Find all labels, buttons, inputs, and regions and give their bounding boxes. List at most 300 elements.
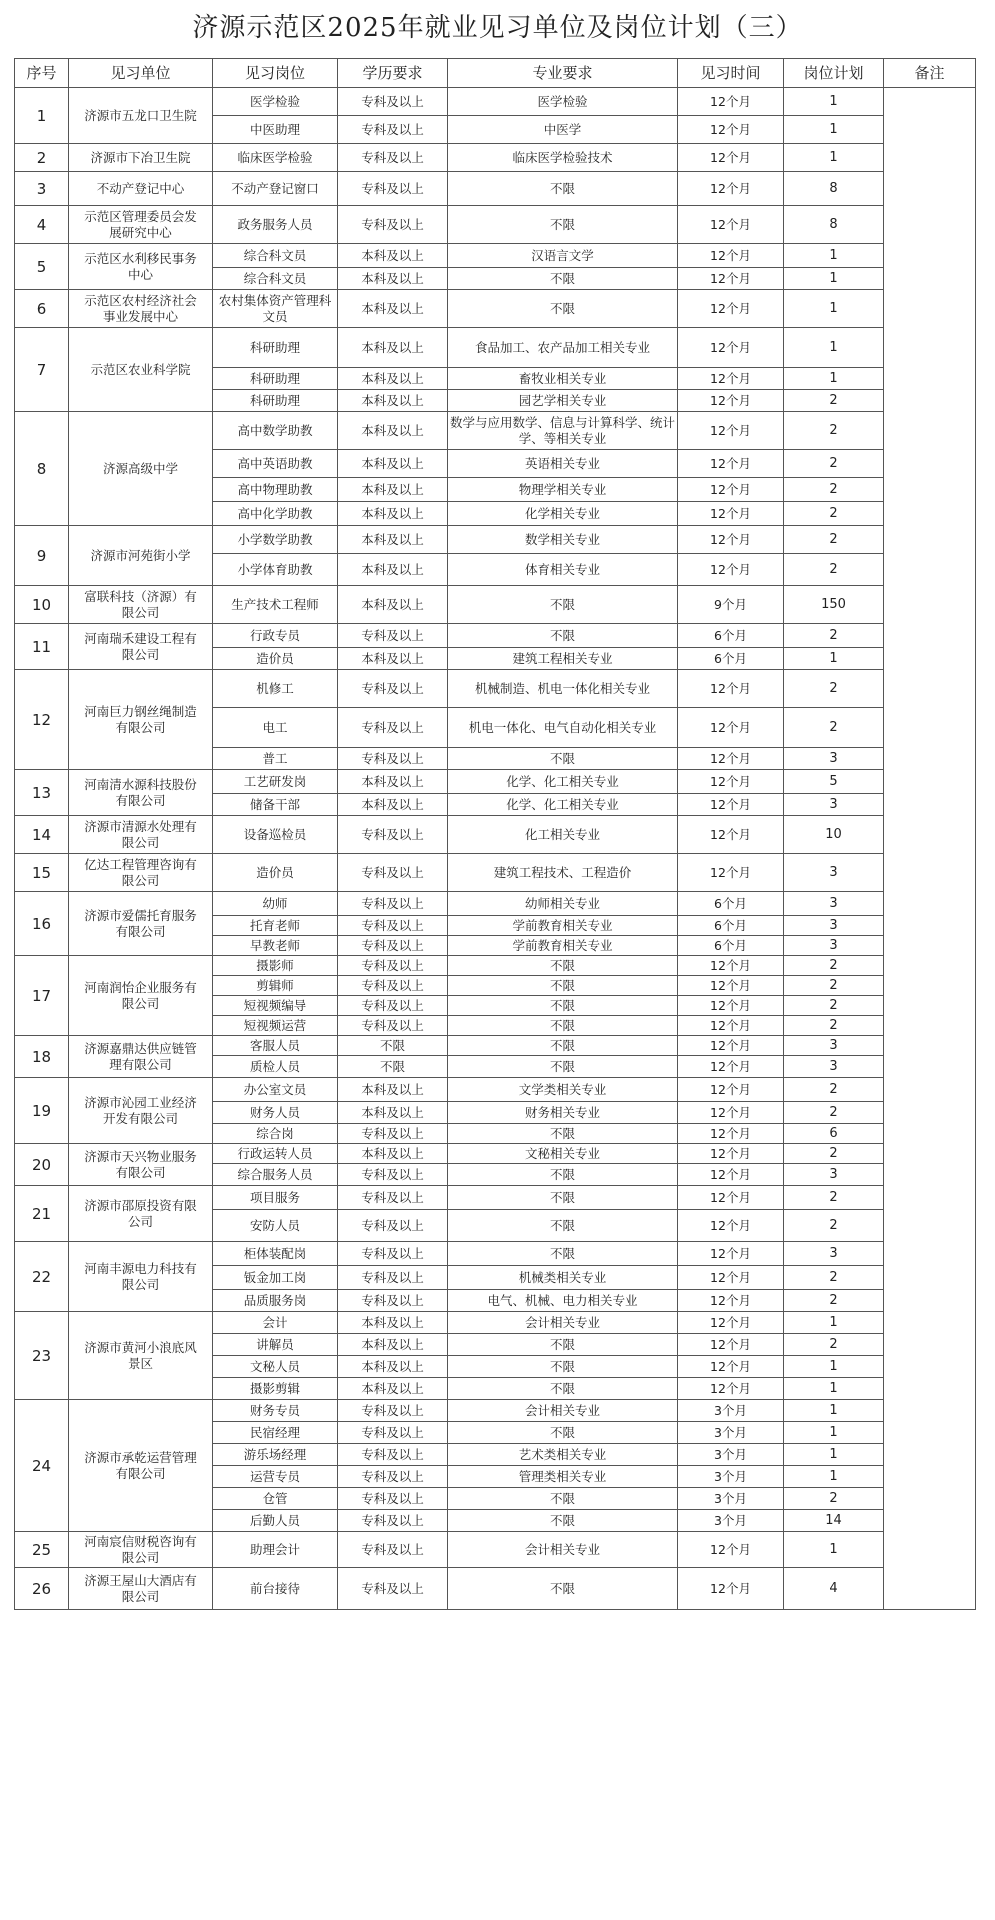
position-cell: 综合岗 bbox=[213, 1124, 338, 1144]
duration-cell: 12个月 bbox=[678, 1124, 784, 1144]
position-cell: 讲解员 bbox=[213, 1334, 338, 1356]
row-number: 17 bbox=[15, 956, 69, 1036]
education-cell: 本科及以上 bbox=[338, 1144, 448, 1164]
duration-cell: 12个月 bbox=[678, 554, 784, 586]
position-cell: 托育老师 bbox=[213, 916, 338, 936]
position-cell: 助理会计 bbox=[213, 1532, 338, 1568]
position-cell: 政务服务人员 bbox=[213, 206, 338, 244]
plan-cell: 2 bbox=[784, 1016, 884, 1036]
duration-cell: 12个月 bbox=[678, 1016, 784, 1036]
major-cell: 会计相关专业 bbox=[448, 1532, 678, 1568]
education-cell: 专科及以上 bbox=[338, 670, 448, 708]
duration-cell: 12个月 bbox=[678, 1056, 784, 1078]
education-cell: 专科及以上 bbox=[338, 1186, 448, 1210]
row-number: 24 bbox=[15, 1400, 69, 1532]
major-cell: 不限 bbox=[448, 1510, 678, 1532]
row-number: 8 bbox=[15, 412, 69, 526]
duration-cell: 12个月 bbox=[678, 172, 784, 206]
position-cell: 会计 bbox=[213, 1312, 338, 1334]
plan-cell: 1 bbox=[784, 328, 884, 368]
education-cell: 本科及以上 bbox=[338, 1102, 448, 1124]
table-row bbox=[15, 670, 976, 708]
header-unit: 见习单位 bbox=[69, 59, 213, 88]
education-cell: 专科及以上 bbox=[338, 1210, 448, 1242]
major-cell: 物理学相关专业 bbox=[448, 478, 678, 502]
row-number: 23 bbox=[15, 1312, 69, 1400]
education-cell: 专科及以上 bbox=[338, 1164, 448, 1186]
row-number: 26 bbox=[15, 1568, 69, 1610]
education-cell: 专科及以上 bbox=[338, 1290, 448, 1312]
row-number: 5 bbox=[15, 244, 69, 290]
position-cell: 电工 bbox=[213, 708, 338, 748]
position-cell: 高中物理助教 bbox=[213, 478, 338, 502]
plan-cell: 2 bbox=[784, 1186, 884, 1210]
duration-cell: 12个月 bbox=[678, 1210, 784, 1242]
row-number: 4 bbox=[15, 206, 69, 244]
header-remark: 备注 bbox=[884, 59, 976, 88]
major-cell: 电气、机械、电力相关专业 bbox=[448, 1290, 678, 1312]
unit-name: 示范区农业科学院 bbox=[69, 328, 213, 412]
duration-cell: 12个月 bbox=[678, 478, 784, 502]
major-cell: 不限 bbox=[448, 290, 678, 328]
duration-cell: 12个月 bbox=[678, 1242, 784, 1266]
plan-cell: 5 bbox=[784, 770, 884, 794]
plan-cell: 2 bbox=[784, 708, 884, 748]
major-cell: 临床医学检验技术 bbox=[448, 144, 678, 172]
education-cell: 专科及以上 bbox=[338, 892, 448, 916]
table-row bbox=[15, 1400, 976, 1422]
major-cell: 文学类相关专业 bbox=[448, 1078, 678, 1102]
table-row bbox=[15, 1144, 976, 1164]
plan-cell: 3 bbox=[784, 936, 884, 956]
table-row bbox=[15, 854, 976, 892]
unit-name: 河南丰源电力科技有限公司 bbox=[69, 1242, 213, 1312]
education-cell: 本科及以上 bbox=[338, 290, 448, 328]
major-cell: 不限 bbox=[448, 1056, 678, 1078]
education-cell: 专科及以上 bbox=[338, 1532, 448, 1568]
duration-cell: 12个月 bbox=[678, 854, 784, 892]
row-number: 19 bbox=[15, 1078, 69, 1144]
education-cell: 专科及以上 bbox=[338, 1266, 448, 1290]
unit-name: 富联科技（济源）有限公司 bbox=[69, 586, 213, 624]
row-number: 25 bbox=[15, 1532, 69, 1568]
unit-name: 不动产登记中心 bbox=[69, 172, 213, 206]
table-row bbox=[15, 526, 976, 554]
header-duration: 见习时间 bbox=[678, 59, 784, 88]
duration-cell: 12个月 bbox=[678, 290, 784, 328]
education-cell: 本科及以上 bbox=[338, 450, 448, 478]
position-cell: 农村集体资产管理科文员 bbox=[213, 290, 338, 328]
major-cell: 化学、化工相关专业 bbox=[448, 770, 678, 794]
duration-cell: 9个月 bbox=[678, 586, 784, 624]
plan-cell: 1 bbox=[784, 1378, 884, 1400]
duration-cell: 12个月 bbox=[678, 1356, 784, 1378]
position-cell: 小学数学助教 bbox=[213, 526, 338, 554]
plan-cell: 3 bbox=[784, 1056, 884, 1078]
position-cell: 办公室文员 bbox=[213, 1078, 338, 1102]
major-cell: 会计相关专业 bbox=[448, 1400, 678, 1422]
position-cell: 综合科文员 bbox=[213, 268, 338, 290]
plan-cell: 3 bbox=[784, 1036, 884, 1056]
major-cell: 不限 bbox=[448, 748, 678, 770]
position-cell: 运营专员 bbox=[213, 1466, 338, 1488]
plan-cell: 1 bbox=[784, 648, 884, 670]
unit-name: 济源市邵原投资有限公司 bbox=[69, 1186, 213, 1242]
education-cell: 专科及以上 bbox=[338, 1400, 448, 1422]
position-cell: 高中化学助教 bbox=[213, 502, 338, 526]
education-cell: 本科及以上 bbox=[338, 1078, 448, 1102]
position-cell: 中医助理 bbox=[213, 116, 338, 144]
position-cell: 游乐场经理 bbox=[213, 1444, 338, 1466]
education-cell: 专科及以上 bbox=[338, 708, 448, 748]
major-cell: 学前教育相关专业 bbox=[448, 916, 678, 936]
education-cell: 本科及以上 bbox=[338, 368, 448, 390]
major-cell: 不限 bbox=[448, 1568, 678, 1610]
duration-cell: 12个月 bbox=[678, 88, 784, 116]
education-cell: 专科及以上 bbox=[338, 996, 448, 1016]
duration-cell: 12个月 bbox=[678, 794, 784, 816]
duration-cell: 12个月 bbox=[678, 708, 784, 748]
plan-cell: 2 bbox=[784, 1102, 884, 1124]
education-cell: 专科及以上 bbox=[338, 206, 448, 244]
position-cell: 高中数学助教 bbox=[213, 412, 338, 450]
header-no: 序号 bbox=[15, 59, 69, 88]
page-title: 济源示范区2025年就业见习单位及岗位计划（三） bbox=[192, 13, 803, 43]
duration-cell: 6个月 bbox=[678, 624, 784, 648]
plan-cell: 2 bbox=[784, 526, 884, 554]
plan-cell: 1 bbox=[784, 244, 884, 268]
plan-cell: 1 bbox=[784, 1312, 884, 1334]
position-cell: 财务人员 bbox=[213, 1102, 338, 1124]
education-cell: 本科及以上 bbox=[338, 502, 448, 526]
duration-cell: 3个月 bbox=[678, 1488, 784, 1510]
plan-cell: 3 bbox=[784, 1164, 884, 1186]
major-cell: 数学相关专业 bbox=[448, 526, 678, 554]
position-cell: 民宿经理 bbox=[213, 1422, 338, 1444]
plan-cell: 1 bbox=[784, 1400, 884, 1422]
position-cell: 不动产登记窗口 bbox=[213, 172, 338, 206]
table-row bbox=[15, 816, 976, 854]
table-row bbox=[15, 290, 976, 328]
duration-cell: 12个月 bbox=[678, 502, 784, 526]
duration-cell: 12个月 bbox=[678, 748, 784, 770]
unit-name: 济源高级中学 bbox=[69, 412, 213, 526]
education-cell: 本科及以上 bbox=[338, 1334, 448, 1356]
plan-cell: 3 bbox=[784, 1242, 884, 1266]
position-cell: 短视频编导 bbox=[213, 996, 338, 1016]
row-number: 18 bbox=[15, 1036, 69, 1078]
position-cell: 摄影剪辑 bbox=[213, 1378, 338, 1400]
table-row bbox=[15, 1242, 976, 1266]
plan-cell: 6 bbox=[784, 1124, 884, 1144]
plan-cell: 2 bbox=[784, 412, 884, 450]
duration-cell: 12个月 bbox=[678, 328, 784, 368]
duration-cell: 3个月 bbox=[678, 1466, 784, 1488]
row-number: 10 bbox=[15, 586, 69, 624]
duration-cell: 12个月 bbox=[678, 116, 784, 144]
education-cell: 专科及以上 bbox=[338, 854, 448, 892]
plan-cell: 14 bbox=[784, 1510, 884, 1532]
position-cell: 幼师 bbox=[213, 892, 338, 916]
unit-name: 河南润怡企业服务有限公司 bbox=[69, 956, 213, 1036]
education-cell: 专科及以上 bbox=[338, 1242, 448, 1266]
position-cell: 综合科文员 bbox=[213, 244, 338, 268]
duration-cell: 12个月 bbox=[678, 526, 784, 554]
plan-cell: 1 bbox=[784, 1444, 884, 1466]
major-cell: 不限 bbox=[448, 1036, 678, 1056]
major-cell: 建筑工程技术、工程造价 bbox=[448, 854, 678, 892]
major-cell: 园艺学相关专业 bbox=[448, 390, 678, 412]
education-cell: 本科及以上 bbox=[338, 244, 448, 268]
duration-cell: 12个月 bbox=[678, 1102, 784, 1124]
plan-cell: 1 bbox=[784, 290, 884, 328]
education-cell: 专科及以上 bbox=[338, 116, 448, 144]
plan-cell: 1 bbox=[784, 268, 884, 290]
duration-cell: 12个月 bbox=[678, 144, 784, 172]
duration-cell: 12个月 bbox=[678, 1378, 784, 1400]
plan-cell: 1 bbox=[784, 88, 884, 116]
table-row bbox=[15, 172, 976, 206]
duration-cell: 3个月 bbox=[678, 1422, 784, 1444]
position-cell: 医学检验 bbox=[213, 88, 338, 116]
major-cell: 不限 bbox=[448, 1488, 678, 1510]
table-row bbox=[15, 956, 976, 976]
plan-cell: 2 bbox=[784, 554, 884, 586]
unit-name: 济源市爱儒托育服务有限公司 bbox=[69, 892, 213, 956]
plan-cell: 1 bbox=[784, 1422, 884, 1444]
education-cell: 专科及以上 bbox=[338, 956, 448, 976]
position-cell: 前台接待 bbox=[213, 1568, 338, 1610]
row-number: 9 bbox=[15, 526, 69, 586]
education-cell: 专科及以上 bbox=[338, 1568, 448, 1610]
duration-cell: 12个月 bbox=[678, 1312, 784, 1334]
unit-name: 济源嘉鼎达供应链管理有限公司 bbox=[69, 1036, 213, 1078]
duration-cell: 3个月 bbox=[678, 1510, 784, 1532]
plan-cell: 3 bbox=[784, 916, 884, 936]
major-cell: 不限 bbox=[448, 1356, 678, 1378]
duration-cell: 6个月 bbox=[678, 916, 784, 936]
position-cell: 钣金加工岗 bbox=[213, 1266, 338, 1290]
education-cell: 专科及以上 bbox=[338, 976, 448, 996]
duration-cell: 12个月 bbox=[678, 956, 784, 976]
plan-cell: 4 bbox=[784, 1568, 884, 1610]
plan-cell: 1 bbox=[784, 144, 884, 172]
plan-cell: 2 bbox=[784, 450, 884, 478]
major-cell: 不限 bbox=[448, 1124, 678, 1144]
duration-cell: 12个月 bbox=[678, 368, 784, 390]
major-cell: 英语相关专业 bbox=[448, 450, 678, 478]
major-cell: 机电一体化、电气自动化相关专业 bbox=[448, 708, 678, 748]
plan-cell: 1 bbox=[784, 1532, 884, 1568]
plan-cell: 8 bbox=[784, 206, 884, 244]
plan-cell: 2 bbox=[784, 996, 884, 1016]
duration-cell: 12个月 bbox=[678, 1144, 784, 1164]
major-cell: 不限 bbox=[448, 1422, 678, 1444]
unit-name: 河南瑞禾建设工程有限公司 bbox=[69, 624, 213, 670]
duration-cell: 6个月 bbox=[678, 892, 784, 916]
plan-cell: 8 bbox=[784, 172, 884, 206]
duration-cell: 12个月 bbox=[678, 816, 784, 854]
position-cell: 项目服务 bbox=[213, 1186, 338, 1210]
position-cell: 机修工 bbox=[213, 670, 338, 708]
plan-cell: 1 bbox=[784, 1356, 884, 1378]
duration-cell: 12个月 bbox=[678, 206, 784, 244]
education-cell: 专科及以上 bbox=[338, 624, 448, 648]
table-row bbox=[15, 892, 976, 916]
position-cell: 临床医学检验 bbox=[213, 144, 338, 172]
education-cell: 本科及以上 bbox=[338, 770, 448, 794]
plan-cell: 10 bbox=[784, 816, 884, 854]
position-cell: 储备干部 bbox=[213, 794, 338, 816]
row-number: 20 bbox=[15, 1144, 69, 1186]
major-cell: 会计相关专业 bbox=[448, 1312, 678, 1334]
position-cell: 短视频运营 bbox=[213, 1016, 338, 1036]
duration-cell: 12个月 bbox=[678, 1532, 784, 1568]
education-cell: 本科及以上 bbox=[338, 1356, 448, 1378]
table-row bbox=[15, 1312, 976, 1334]
education-cell: 本科及以上 bbox=[338, 412, 448, 450]
major-cell: 不限 bbox=[448, 976, 678, 996]
table-row bbox=[15, 770, 976, 794]
row-number: 2 bbox=[15, 144, 69, 172]
plan-cell: 3 bbox=[784, 892, 884, 916]
duration-cell: 12个月 bbox=[678, 390, 784, 412]
position-cell: 财务专员 bbox=[213, 1400, 338, 1422]
plan-cell: 1 bbox=[784, 368, 884, 390]
major-cell: 畜牧业相关专业 bbox=[448, 368, 678, 390]
position-cell: 小学体育助教 bbox=[213, 554, 338, 586]
education-cell: 本科及以上 bbox=[338, 390, 448, 412]
table-row bbox=[15, 1568, 976, 1610]
education-cell: 专科及以上 bbox=[338, 1488, 448, 1510]
education-cell: 专科及以上 bbox=[338, 1444, 448, 1466]
row-number: 11 bbox=[15, 624, 69, 670]
position-cell: 摄影师 bbox=[213, 956, 338, 976]
major-cell: 不限 bbox=[448, 1378, 678, 1400]
header-major: 专业要求 bbox=[448, 59, 678, 88]
row-number: 15 bbox=[15, 854, 69, 892]
education-cell: 专科及以上 bbox=[338, 1466, 448, 1488]
header-education: 学历要求 bbox=[338, 59, 448, 88]
duration-cell: 12个月 bbox=[678, 996, 784, 1016]
major-cell: 学前教育相关专业 bbox=[448, 936, 678, 956]
duration-cell: 12个月 bbox=[678, 1290, 784, 1312]
position-cell: 客服人员 bbox=[213, 1036, 338, 1056]
table-row bbox=[15, 586, 976, 624]
education-cell: 本科及以上 bbox=[338, 268, 448, 290]
table-row bbox=[15, 244, 976, 268]
major-cell: 不限 bbox=[448, 1016, 678, 1036]
position-cell: 后勤人员 bbox=[213, 1510, 338, 1532]
unit-name: 济源市天兴物业服务有限公司 bbox=[69, 1144, 213, 1186]
unit-name: 示范区水利移民事务中心 bbox=[69, 244, 213, 290]
position-cell: 行政专员 bbox=[213, 624, 338, 648]
major-cell: 不限 bbox=[448, 268, 678, 290]
table-row bbox=[15, 1186, 976, 1210]
major-cell: 管理类相关专业 bbox=[448, 1466, 678, 1488]
major-cell: 中医学 bbox=[448, 116, 678, 144]
plan-cell: 2 bbox=[784, 1290, 884, 1312]
table-row bbox=[15, 328, 976, 368]
plan-cell: 2 bbox=[784, 1210, 884, 1242]
table-row bbox=[15, 88, 976, 116]
duration-cell: 12个月 bbox=[678, 1568, 784, 1610]
position-cell: 设备巡检员 bbox=[213, 816, 338, 854]
header-plan: 岗位计划 bbox=[784, 59, 884, 88]
major-cell: 文秘相关专业 bbox=[448, 1144, 678, 1164]
unit-name: 示范区农村经济社会事业发展中心 bbox=[69, 290, 213, 328]
education-cell: 专科及以上 bbox=[338, 88, 448, 116]
plan-cell: 3 bbox=[784, 854, 884, 892]
major-cell: 不限 bbox=[448, 956, 678, 976]
row-number: 7 bbox=[15, 328, 69, 412]
duration-cell: 12个月 bbox=[678, 770, 784, 794]
education-cell: 本科及以上 bbox=[338, 648, 448, 670]
education-cell: 本科及以上 bbox=[338, 586, 448, 624]
education-cell: 不限 bbox=[338, 1056, 448, 1078]
position-cell: 文秘人员 bbox=[213, 1356, 338, 1378]
major-cell: 不限 bbox=[448, 206, 678, 244]
unit-name: 河南清水源科技股份有限公司 bbox=[69, 770, 213, 816]
plan-cell: 1 bbox=[784, 1466, 884, 1488]
plan-cell: 2 bbox=[784, 956, 884, 976]
major-cell: 化学相关专业 bbox=[448, 502, 678, 526]
table-row bbox=[15, 144, 976, 172]
position-cell: 柜体装配岗 bbox=[213, 1242, 338, 1266]
row-number: 22 bbox=[15, 1242, 69, 1312]
plan-cell: 2 bbox=[784, 670, 884, 708]
education-cell: 专科及以上 bbox=[338, 1510, 448, 1532]
education-cell: 本科及以上 bbox=[338, 1312, 448, 1334]
major-cell: 机械类相关专业 bbox=[448, 1266, 678, 1290]
duration-cell: 6个月 bbox=[678, 648, 784, 670]
duration-cell: 6个月 bbox=[678, 936, 784, 956]
duration-cell: 12个月 bbox=[678, 450, 784, 478]
unit-name: 济源市河苑街小学 bbox=[69, 526, 213, 586]
duration-cell: 12个月 bbox=[678, 1164, 784, 1186]
duration-cell: 3个月 bbox=[678, 1444, 784, 1466]
major-cell: 艺术类相关专业 bbox=[448, 1444, 678, 1466]
education-cell: 专科及以上 bbox=[338, 172, 448, 206]
major-cell: 化工相关专业 bbox=[448, 816, 678, 854]
position-cell: 造价员 bbox=[213, 854, 338, 892]
education-cell: 本科及以上 bbox=[338, 554, 448, 586]
duration-cell: 12个月 bbox=[678, 268, 784, 290]
plan-cell: 3 bbox=[784, 748, 884, 770]
table-body bbox=[15, 88, 976, 1610]
major-cell: 建筑工程相关专业 bbox=[448, 648, 678, 670]
unit-name: 河南巨力钢丝绳制造有限公司 bbox=[69, 670, 213, 770]
major-cell: 食品加工、农产品加工相关专业 bbox=[448, 328, 678, 368]
duration-cell: 12个月 bbox=[678, 412, 784, 450]
position-cell: 质检人员 bbox=[213, 1056, 338, 1078]
education-cell: 本科及以上 bbox=[338, 328, 448, 368]
education-cell: 本科及以上 bbox=[338, 1378, 448, 1400]
row-number: 14 bbox=[15, 816, 69, 854]
unit-name: 河南宸信财税咨询有限公司 bbox=[69, 1532, 213, 1568]
major-cell: 不限 bbox=[448, 624, 678, 648]
plan-cell: 2 bbox=[784, 478, 884, 502]
plan-cell: 3 bbox=[784, 794, 884, 816]
major-cell: 机械制造、机电一体化相关专业 bbox=[448, 670, 678, 708]
education-cell: 专科及以上 bbox=[338, 1124, 448, 1144]
education-cell: 专科及以上 bbox=[338, 144, 448, 172]
major-cell: 财务相关专业 bbox=[448, 1102, 678, 1124]
duration-cell: 12个月 bbox=[678, 976, 784, 996]
major-cell: 医学检验 bbox=[448, 88, 678, 116]
education-cell: 本科及以上 bbox=[338, 794, 448, 816]
row-number: 13 bbox=[15, 770, 69, 816]
